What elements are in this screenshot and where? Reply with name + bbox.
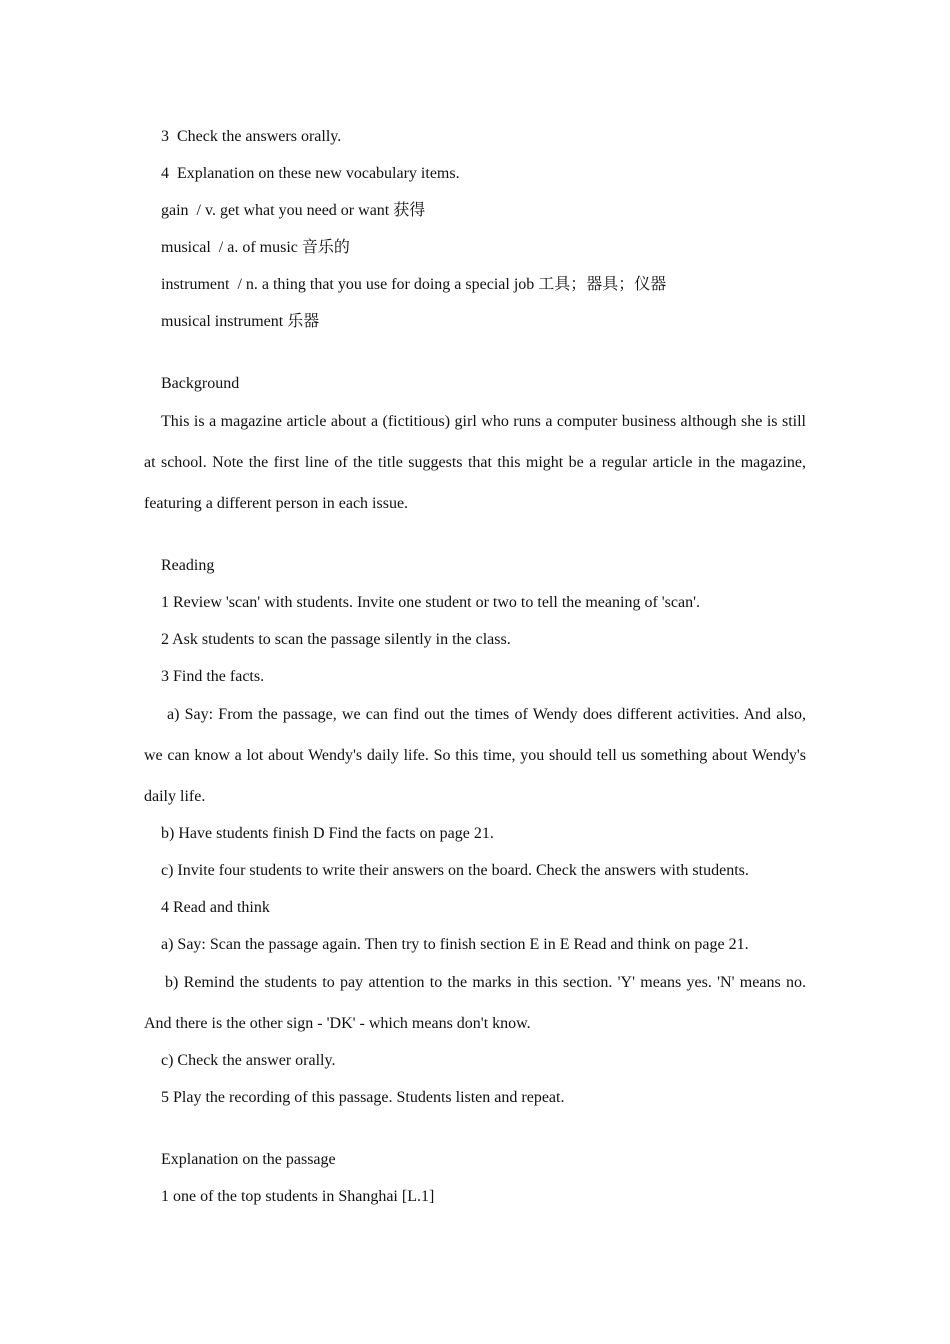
reading-item-3: 3 Find the facts. <box>161 668 265 685</box>
reading-item-2: 2 Ask students to scan the passage silently in the class. <box>161 631 511 648</box>
reading-item-3a: a) Say: From the passage, we can find out the times of Wendy does different activities. And also, we can know a lot about Wendy's daily life. So this time, you should tell us something about Wendy's daily life. <box>144 706 806 805</box>
reading-item-1: 1 Review 'scan' with students. Invite one student or two to tell the meaning of 'scan'. <box>161 594 700 611</box>
explanation-heading: Explanation on the passage <box>161 1151 336 1168</box>
reading-heading: Reading <box>161 557 215 574</box>
background-heading: Background <box>161 375 240 392</box>
reading-item-4a: a) Say: Scan the passage again. Then try to finish section E in E Read and think on page 21. <box>161 936 749 953</box>
vocab-item-instrument: instrument / n. a thing that you use for doing a special job 工具；器具；仪器 <box>161 276 667 293</box>
reading-item-4: 4 Read and think <box>161 899 270 916</box>
vocab-item-musical-instrument: musical instrument 乐器 <box>161 313 320 330</box>
vocab-item-musical: musical / a. of music 音乐的 <box>161 239 350 256</box>
vocab-step-3: 3 Check the answers orally. <box>161 128 342 145</box>
explanation-item-1: 1 one of the top students in Shanghai [L.1] <box>161 1188 435 1205</box>
vocab-step-4: 4 Explanation on these new vocabulary items. <box>161 165 460 182</box>
reading-item-3c: c) Invite four students to write their answers on the board. Check the answers with students. <box>161 862 749 879</box>
reading-item-4b: b) Remind the students to pay attention to the marks in this section. 'Y' means yes. 'N' means no. And there is the other sign - 'DK' - which means don't know. <box>144 974 806 1032</box>
reading-item-5: 5 Play the recording of this passage. Students listen and repeat. <box>161 1089 565 1106</box>
reading-item-4c: c) Check the answer orally. <box>161 1052 336 1069</box>
vocab-item-gain: gain / v. get what you need or want 获得 <box>161 202 426 219</box>
reading-item-3b: b) Have students finish D Find the facts on page 21. <box>161 825 494 842</box>
background-paragraph: This is a magazine article about a (fictitious) girl who runs a computer business although she is still at school. Note the first line of the title suggests that this might be a regular article in the magazine, featuring a different person in each issue. <box>144 413 806 512</box>
